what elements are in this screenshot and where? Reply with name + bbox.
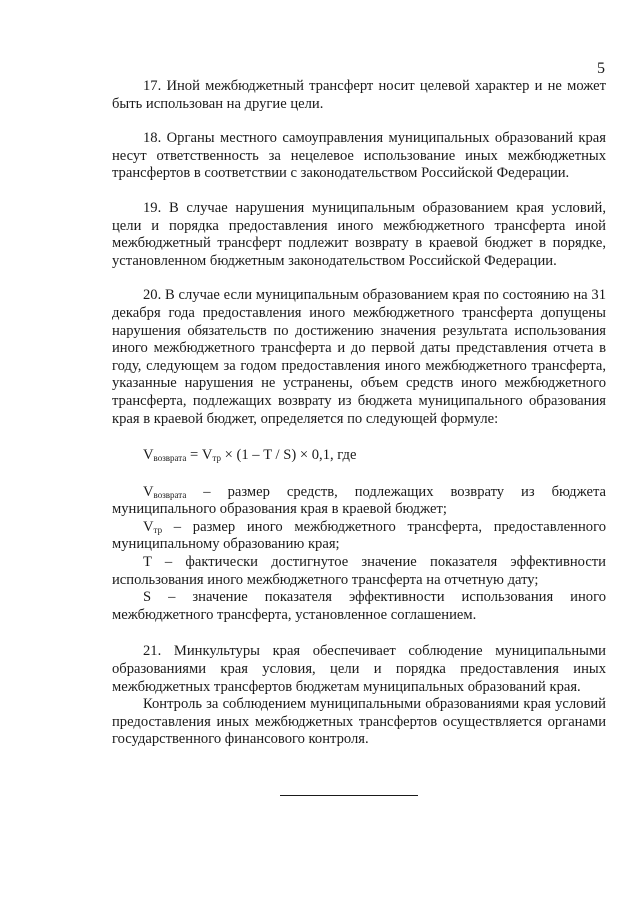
definition-s: S – значение показателя эффективности использования иного межбюджетного трансферта, установленное соглашением. xyxy=(112,589,606,623)
definition-t: T – фактически достигнутое значение показателя эффективности использования иного межбюджетного трансферта на отчетную дату; xyxy=(112,554,606,588)
paragraph-20: 20. В случае если муниципальным образованием края по состоянию на 31 декабря года предоставления иного межбюджетного трансферта допущены нарушения обязательств по достижению значения результата использования иного межбюджетного трансферта и до первой даты представления отчета в году, следующем за годом предоставления иного межбюджетного трансферта, указанные нарушения не устранены, объем средств иного межбюджетного трансферта, подлежащих возврату из бюджета муниципального образования края в краевой бюджет, определяется по следующей формуле: xyxy=(112,287,606,427)
paragraph-gap xyxy=(112,113,606,130)
paragraph-17: 17. Иной межбюджетный трансферт носит целевой характер и не может быть использован на другие цели. xyxy=(112,78,606,112)
formula-v-transfer: $V_{тр}$ xyxy=(201,447,221,464)
page-number: 5 xyxy=(597,60,605,77)
closing-divider-line xyxy=(280,795,418,796)
document-body xyxy=(112,78,606,749)
definition-v-transfer: $V_{тр}$ – размер иного межбюджетного трансферта, предоставленного муниципальному образованию края; xyxy=(112,518,606,553)
paragraph-gap xyxy=(112,270,606,287)
definition-v-return: $V_{возврата}$ – размер средств, подлежащих возврату из бюджета муниципального образования края в краевой бюджет; xyxy=(112,483,606,518)
return-formula: $V_{возврата} = V_{тр} \times (1 - T / S) \times 0,1$, где xyxy=(143,447,357,464)
paragraph-gap xyxy=(112,183,606,200)
paragraph-19: 19. В случае нарушения муниципальным образованием края условий, цели и порядка предоставления иного межбюджетного трансферта иной межбюджетный трансферт подлежит возврату в краевой бюджет в порядке, установленном бюджетным законодательством Российской Федерации. xyxy=(112,199,606,269)
paragraph-21: 21. Минкультуры края обеспечивает соблюдение муниципальными образованиями края условия, цели и порядка предоставления иных межбюджетных трансфертов бюджетам муниципальных образований края. xyxy=(112,643,606,695)
paragraph-21-control: Контроль за соблюдением муниципальными образованиями края условий предоставления иных межбюджетных трансфертов осуществляется органами государственного финансового контроля. xyxy=(112,696,606,748)
paragraph-18: 18. Органы местного самоуправления муниципальных образований края несут ответственность за нецелевое использование иных межбюджетных трансфертов в соответствии с законодательством Российской Федерации. xyxy=(112,130,606,182)
paragraph-gap xyxy=(112,465,606,484)
paragraph-gap xyxy=(112,428,606,447)
paragraph-gap xyxy=(112,624,606,643)
formula-v-return: $V_{возврата}$ xyxy=(143,447,187,464)
